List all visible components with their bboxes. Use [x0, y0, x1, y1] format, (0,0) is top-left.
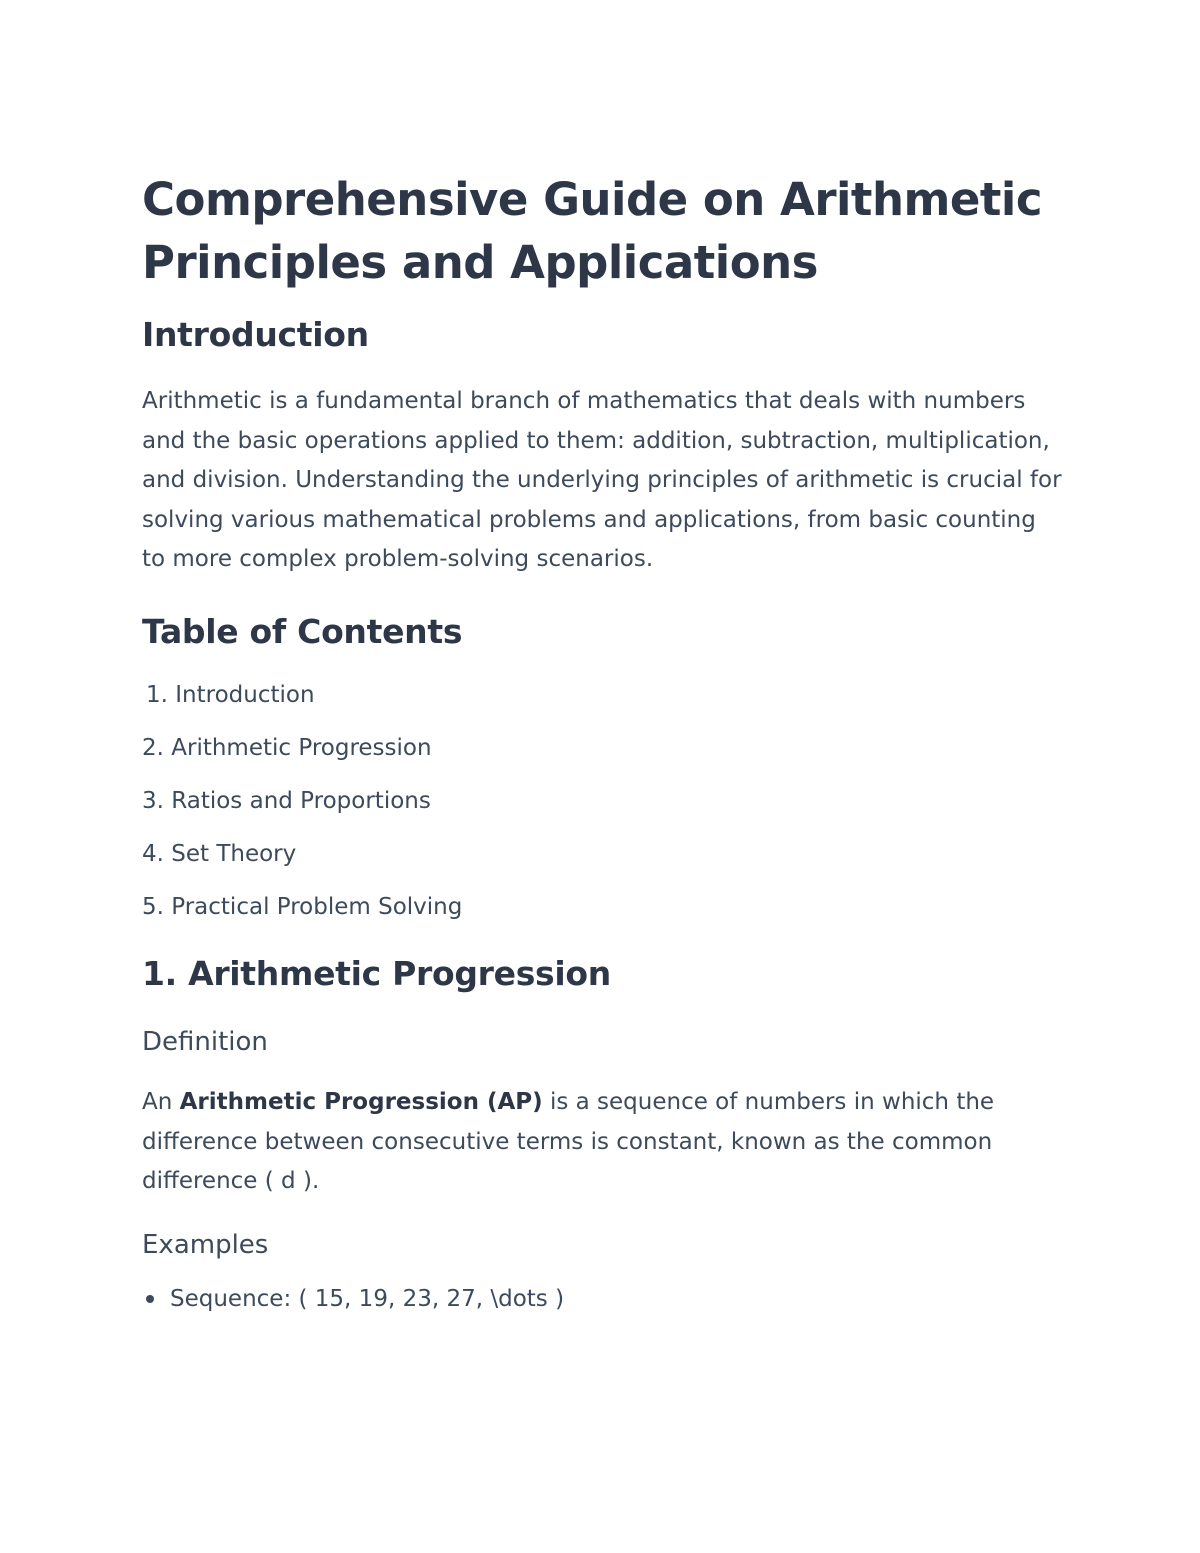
- list-item: [142, 1284, 1062, 1314]
- introduction-heading: Introduction: [142, 315, 369, 354]
- toc-heading: Table of Contents: [142, 611, 463, 651]
- definition-paragraph: [142, 1083, 1062, 1202]
- toc-item-arithmetic-progression: 2. Arithmetic Progression: [142, 734, 432, 761]
- bullet-icon: [146, 1295, 154, 1303]
- examples-heading: Examples: [142, 1229, 269, 1260]
- toc-item-practical-problem-solving: 5. Practical Problem Solving: [142, 893, 463, 920]
- toc-list: [142, 680, 1062, 922]
- definition-term: Arithmetic Progression (AP): [179, 1088, 543, 1115]
- definition-suffix: is a sequence of numbers in which the difference between consecutive terms is constant, known as the common difference ( d ).: [142, 1088, 995, 1195]
- definition-heading: Definition: [142, 1026, 268, 1057]
- section-arithmetic-progression-heading: 1. Arithmetic Progression: [142, 953, 611, 993]
- document-title: Comprehensive Guide on Arithmetic Principles and Applications: [142, 173, 1043, 289]
- examples-list: [142, 1284, 1062, 1314]
- example-sequence: Sequence: ( 15, 19, 23, 27, \dots ): [170, 1285, 565, 1312]
- introduction-paragraph: Arithmetic is a fundamental branch of mathematics that deals with numbers and the basic operations applied to them: addition, subtraction, multiplication, and division. Understanding the underlying principles of arithmetic is crucial for solving various mathematical problems and applications, from basic counting to more complex problem-solving scenarios.: [142, 388, 1062, 573]
- definition-prefix: An: [142, 1088, 180, 1115]
- document-page: [142, 168, 1062, 1314]
- toc-item-ratios-proportions: 3. Ratios and Proportions: [142, 787, 431, 814]
- toc-item-set-theory: 4. Set Theory: [142, 840, 297, 867]
- toc-item-introduction: 1. Introduction: [146, 681, 315, 708]
